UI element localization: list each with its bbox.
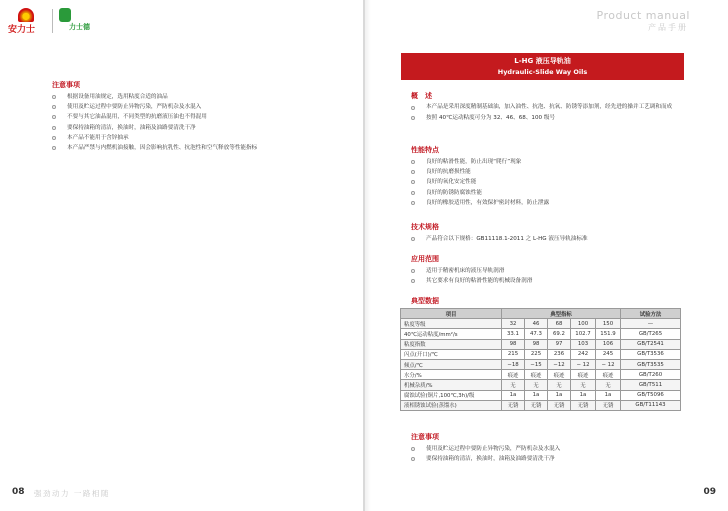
list-item: 不要与其它油品混用，不同类型的抗磨液压油也不得混用: [52, 112, 342, 122]
table-cell-value: 痕迹: [596, 370, 621, 380]
bullet-icon: [52, 105, 56, 109]
applications-title: 应用范围: [411, 255, 439, 263]
table-cell-value: −15: [525, 359, 548, 369]
table-cell-value: 无: [502, 380, 525, 390]
table-cell-property: 粘度指数: [401, 339, 502, 349]
bullet-icon: [52, 126, 56, 130]
product-title-cn: L-HG 液压导轨油: [514, 57, 571, 65]
table-cell-property: 液相锈蚀试验(蒸馏水): [401, 400, 502, 410]
table-cell-method: GB/T260: [621, 370, 681, 380]
list-item: 要保持油箱的清洁，换油时，油箱及油路要清洗干净: [411, 454, 691, 464]
list-item: 本产品严禁与内燃机油接触，因会影响抗乳性、抗泡性和空气释放等性能指标: [52, 143, 342, 153]
bullet-icon: [411, 269, 415, 273]
table-cell-value: 痕迹: [571, 370, 596, 380]
product-title-banner: [401, 53, 684, 80]
table-cell-method: GB/T2541: [621, 339, 681, 349]
typical-data-title: 典型数据: [411, 297, 439, 305]
typical-data-section: [411, 296, 691, 308]
table-cell-value: 97: [548, 339, 571, 349]
table-cell-value: 痕迹: [502, 370, 525, 380]
overview-section: [411, 91, 691, 123]
table-cell-value: − 12: [596, 359, 621, 369]
table-header-item: 项目: [401, 309, 502, 319]
table-cell-value: 1a: [596, 390, 621, 400]
table-cell-method: GB/T3535: [621, 359, 681, 369]
table-row: [401, 339, 681, 349]
table-row: [401, 359, 681, 369]
table-cell-method: GB/T511: [621, 380, 681, 390]
list-item: 按照 40℃运动粘度可分为 32、46、68、100 级号: [411, 113, 691, 123]
table-cell-method: GB/T265: [621, 329, 681, 339]
bullet-icon: [52, 115, 56, 119]
table-row: [401, 380, 681, 390]
bullet-icon: [52, 146, 56, 150]
table-cell-value: 无锈: [571, 400, 596, 410]
table-cell-property: 水分/%: [401, 370, 502, 380]
table-cell-value: 151.9: [596, 329, 621, 339]
table-cell-value: 无锈: [596, 400, 621, 410]
list-item: 良好的氧化安定性能: [411, 177, 691, 187]
table-cell-property: 腐蚀试验(铜片,100℃,3h)/级: [401, 390, 502, 400]
table-cell-value: 无锈: [525, 400, 548, 410]
table-cell-value: 225: [525, 349, 548, 359]
list-item: 本产品是采用深度精制基础油，加入油性、抗泡、抗氧、防锈等添加剂，经先进的操并工艺调和而成: [411, 103, 691, 113]
table-cell-value: 98: [502, 339, 525, 349]
list-item: 良好的橡胶适用性，有效保护密封材料，防止泄露: [411, 198, 691, 208]
bullet-icon: [411, 191, 415, 195]
table-cell-property: 粘度等级: [401, 319, 502, 329]
table-cell-value: 150: [596, 319, 621, 329]
table-cell-value: −12: [548, 359, 571, 369]
table-cell-value: 69.2: [548, 329, 571, 339]
bullet-icon: [411, 116, 415, 120]
table-row: [401, 390, 681, 400]
table-cell-value: 236: [548, 349, 571, 359]
spec-standard-section: [411, 222, 691, 244]
list-item: 使用及贮运过程中要防止异物污染，严防机杂及水混入: [52, 102, 342, 112]
overview-title: 概 述: [411, 92, 432, 100]
table-cell-method: GB/T5096: [621, 390, 681, 400]
list-item: 良好的粘滑性能，防止出现“爬行”现象: [411, 157, 691, 167]
table-cell-value: 103: [571, 339, 596, 349]
left-notes-section: [52, 80, 342, 153]
table-cell-property: 机械杂质/%: [401, 380, 502, 390]
table-cell-value: −18: [502, 359, 525, 369]
table-row: [401, 349, 681, 359]
brand-name-1: 安力士: [8, 25, 36, 35]
table-cell-value: 32: [502, 319, 525, 329]
table-cell-value: 106: [596, 339, 621, 349]
table-cell-value: 痕迹: [548, 370, 571, 380]
footer-slogan: 强劲动力 一路相随: [34, 489, 110, 498]
list-item: 根据设备用油规定，选用粘度合适的油品: [52, 92, 342, 102]
list-item: 适用于精密机床的液压导轨润滑: [411, 266, 691, 276]
table-cell-value: 1a: [525, 390, 548, 400]
table-cell-value: 242: [571, 349, 596, 359]
table-cell-property: 40℃运动粘度/mm²/s: [401, 329, 502, 339]
features-section: [411, 145, 691, 208]
sun-emblem-icon: [18, 8, 34, 22]
table-row: [401, 319, 681, 329]
table-row: [401, 329, 681, 339]
page-number-left: 08: [12, 487, 25, 497]
bullet-icon: [411, 170, 415, 174]
table-cell-value: 无: [596, 380, 621, 390]
table-cell-value: 215: [502, 349, 525, 359]
right-notes-title: 注意事项: [411, 433, 439, 441]
table-header-typical: 典型指标: [502, 309, 621, 319]
table-cell-value: 47.3: [525, 329, 548, 339]
table-body: [401, 319, 681, 411]
gutter-shadow: [365, 0, 371, 511]
header-title-cn: 产品手册: [648, 23, 688, 32]
bullet-icon: [411, 106, 415, 110]
table-cell-value: 无: [548, 380, 571, 390]
table-cell-value: 1a: [502, 390, 525, 400]
bullet-icon: [52, 136, 56, 140]
bullet-icon: [411, 457, 415, 461]
table-cell-value: 102.7: [571, 329, 596, 339]
spec-standard-title: 技术规格: [411, 223, 439, 231]
table-cell-value: 245: [596, 349, 621, 359]
list-item: 其它要求有良好的粘滑性能的机械设备润滑: [411, 276, 691, 286]
table-cell-value: 68: [548, 319, 571, 329]
page-number-right: 09: [703, 487, 716, 497]
table-cell-value: 痕迹: [525, 370, 548, 380]
brand-name-2: 力士德: [69, 23, 90, 31]
table-cell-value: 无锈: [502, 400, 525, 410]
table-cell-value: 无: [525, 380, 548, 390]
table-cell-value: 100: [571, 319, 596, 329]
table-cell-method: GB/T3536: [621, 349, 681, 359]
table-row: [401, 370, 681, 380]
table-cell-value: 1a: [548, 390, 571, 400]
table-cell-value: 1a: [571, 390, 596, 400]
brand-logo-anlishi: [8, 8, 50, 34]
table-cell-method: GB/T11143: [621, 400, 681, 410]
features-title: 性能特点: [411, 146, 439, 154]
table-cell-property: 闪点(开口)/℃: [401, 349, 502, 359]
table-header-method: 试验方法: [621, 309, 681, 319]
table-cell-property: 倾点/℃: [401, 359, 502, 369]
bullet-icon: [411, 160, 415, 164]
list-item: 良好的抗磨损性能: [411, 167, 691, 177]
list-item: 产品符合以下规格：GB11118.1-2011 之 L-HG 液压导轨油标准: [411, 234, 691, 244]
leaf-emblem-icon: [59, 8, 71, 22]
table-cell-method: —: [621, 319, 681, 329]
bullet-icon: [411, 447, 415, 451]
list-item: 要保持油箱的清洁，换油时，油箱及油路要清洗干净: [52, 123, 342, 133]
header-title-en: Product manual: [596, 9, 690, 22]
table-cell-value: − 12: [571, 359, 596, 369]
brand-logo-lishide: [55, 8, 99, 34]
logo-divider: [52, 9, 53, 33]
table-cell-value: 33.1: [502, 329, 525, 339]
table-cell-value: 46: [525, 319, 548, 329]
table-cell-value: 无: [571, 380, 596, 390]
bullet-icon: [52, 95, 56, 99]
bullet-icon: [411, 201, 415, 205]
list-item: 良好的防锈防腐蚀性能: [411, 188, 691, 198]
list-item: 本产品不能用于含锌抽承: [52, 133, 342, 143]
applications-section: [411, 254, 691, 286]
table-header-row: [401, 309, 681, 319]
table-cell-value: 98: [525, 339, 548, 349]
bullet-icon: [411, 237, 415, 241]
right-notes-section: [411, 432, 691, 464]
product-title-en: Hydraulic-Slide Way Oils: [497, 68, 588, 76]
table-row: [401, 400, 681, 410]
list-item: 使用及贮运过程中要防止异物污染，严防机杂及水混入: [411, 444, 691, 454]
bullet-icon: [411, 180, 415, 184]
table-cell-value: 无锈: [548, 400, 571, 410]
bullet-icon: [411, 279, 415, 283]
left-notes-title: 注意事项: [52, 81, 80, 89]
typical-data-table: [400, 308, 681, 411]
